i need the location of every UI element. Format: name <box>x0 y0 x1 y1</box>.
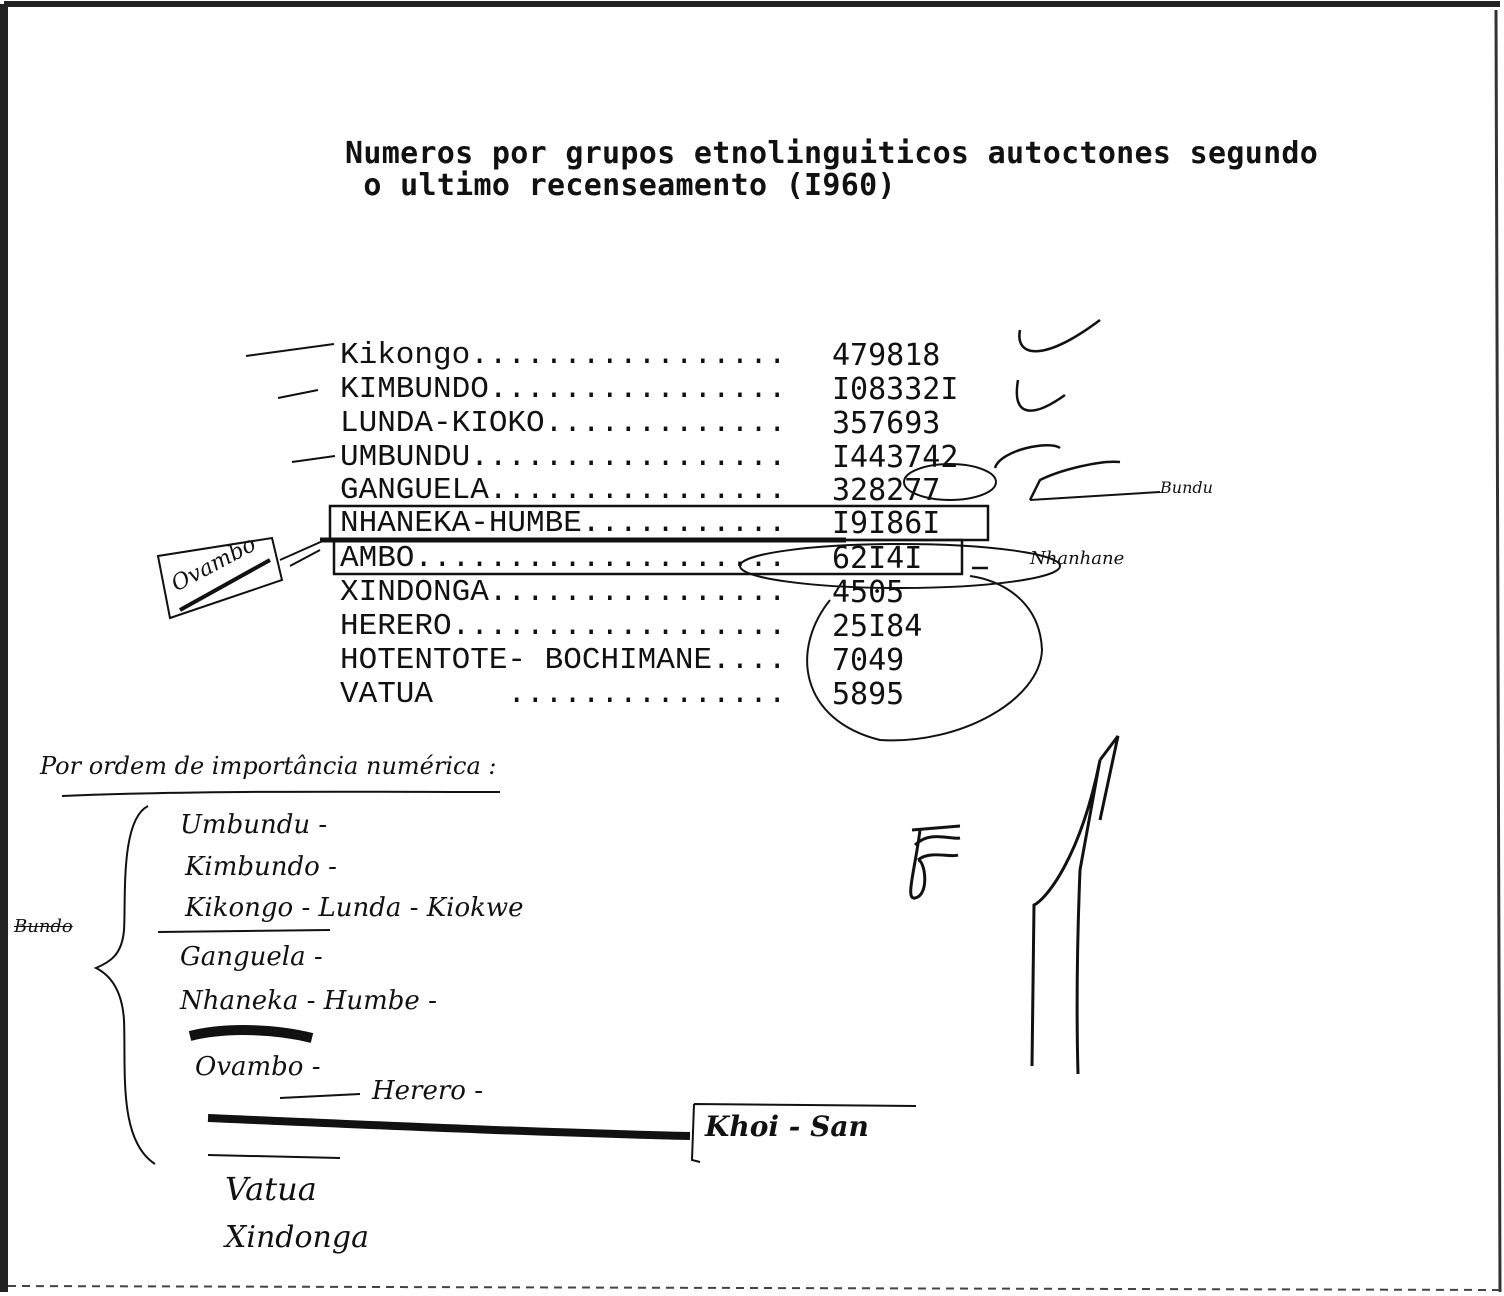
handwritten-list-item: Kimbundo - <box>185 852 337 882</box>
handwritten-list-item: Xindonga <box>225 1220 369 1255</box>
check-mark <box>1030 462 1120 500</box>
pointer-line <box>1030 492 1160 500</box>
handwritten-list-item: Umbundu - <box>180 810 328 840</box>
handwritten-list-item: Ganguela - <box>180 942 323 972</box>
check-mark <box>1017 380 1065 411</box>
row-label: XINDONGA................ <box>340 575 787 610</box>
row-label: HOTENTOTE- BOCHIMANE.... <box>340 643 787 678</box>
row-label: VATUA ............... <box>340 677 787 712</box>
page-bottom-border <box>8 1286 1500 1290</box>
table-row <box>340 541 923 576</box>
signature-mark <box>1032 760 1100 1074</box>
strike-mark <box>158 930 330 932</box>
row-value: 357693 <box>832 406 941 441</box>
tick-mark <box>278 390 318 398</box>
row-value: 62I4I <box>832 541 923 576</box>
handwritten-list-item: Khoi - San <box>705 1110 869 1143</box>
table-row <box>340 406 941 441</box>
row-label: AMBO.................... <box>340 541 787 576</box>
handwritten-list-item: Nhaneka - Humbe - <box>180 986 437 1016</box>
row-value: 25I84 <box>832 609 923 644</box>
table-row <box>340 372 959 407</box>
handwritten-list-item: Herero - <box>372 1076 484 1106</box>
handwritten-ovambo: Ovambo <box>167 531 261 598</box>
brace-mark <box>96 806 155 1164</box>
row-label: GANGUELA................ <box>340 473 787 508</box>
row-value: I443742 <box>832 440 959 475</box>
handwritten-list-item: Vatua <box>225 1170 317 1208</box>
tick-mark <box>246 344 334 356</box>
initials-mark <box>911 826 960 898</box>
row-value: 7049 <box>832 643 905 678</box>
row-label: KIMBUNDO................ <box>340 372 787 407</box>
row-value: 5895 <box>832 677 905 712</box>
table-row <box>340 440 959 475</box>
table-row <box>340 677 905 712</box>
row-label: UMBUNDU................. <box>340 440 787 475</box>
handwritten-list-item: Ovambo - <box>195 1052 321 1082</box>
table-row <box>340 338 941 373</box>
check-mark <box>1019 320 1100 351</box>
page-right-border <box>1496 10 1500 1292</box>
row-label: NHANEKA-HUMBE........... <box>340 506 787 541</box>
row-value: 328277 <box>832 473 941 508</box>
document-title <box>345 138 1318 202</box>
title-line-2: o ultimo recenseamento (I960) <box>363 168 896 203</box>
row-value: 479818 <box>832 338 941 373</box>
handwritten-bundu: Bundu <box>1160 478 1213 497</box>
check-mark <box>995 445 1060 468</box>
underline-mark <box>62 792 500 796</box>
row-value: 4505 <box>832 575 905 610</box>
table-row <box>340 575 905 610</box>
tick-mark <box>292 456 335 462</box>
table-row <box>340 473 941 508</box>
row-value: I9I86I <box>832 506 941 541</box>
handwritten-list-item: Kikongo - Lunda - Kiokwe <box>185 893 524 923</box>
handwritten-struck-word: Bundo <box>14 916 73 937</box>
table-row <box>340 506 941 541</box>
row-label: LUNDA-KIOKO............. <box>340 406 787 441</box>
scribble-mark <box>280 540 325 566</box>
row-label: HERERO.................. <box>340 609 787 644</box>
title-line-1: Numeros por grupos etnolinguiticos autoctones segundo <box>345 136 1319 171</box>
strike-mark <box>208 1155 340 1158</box>
table-row <box>340 609 923 644</box>
table-row <box>340 643 905 678</box>
signature-mark <box>1100 736 1118 820</box>
handwritten-heading: Por ordem de importância numérica : <box>40 752 497 780</box>
strike-mark <box>280 1094 360 1098</box>
row-label: Kikongo................. <box>340 338 787 373</box>
strike-mark <box>208 1118 690 1136</box>
row-value: I08332I <box>832 372 959 407</box>
handwritten-nhanhane: Nhanhane <box>1030 548 1125 569</box>
strike-mark <box>190 1030 312 1038</box>
